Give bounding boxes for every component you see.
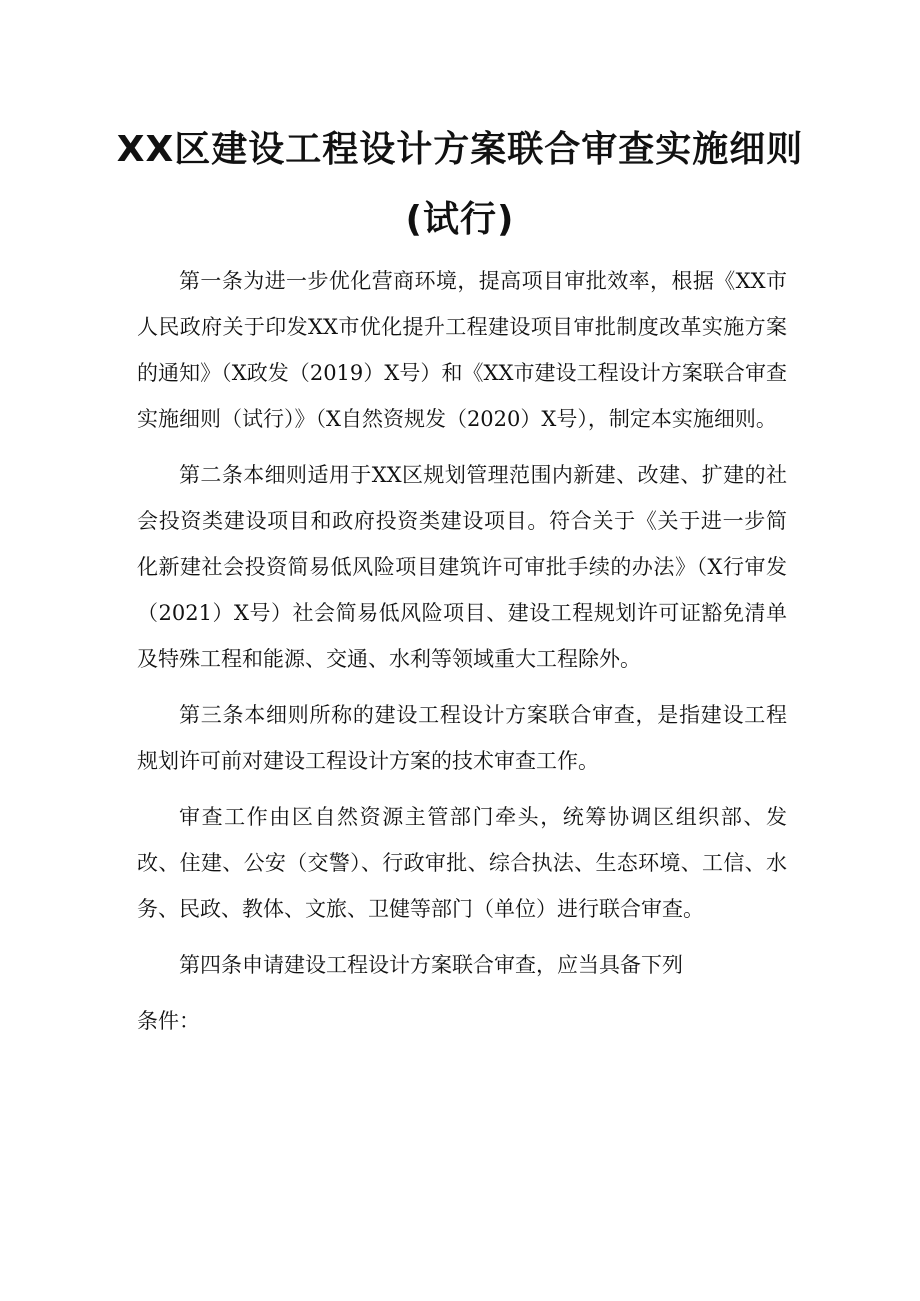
paragraph-article-3: 第三条本细则所称的建设工程设计方案联合审查，是指建设工程规划许可前对建设工程设计方案的技术审查工作。 [137, 703, 787, 773]
document-title: XX区建设工程设计方案联合审查实施细则 [116, 129, 804, 170]
paragraph-article-4: 第四条申请建设工程设计方案联合审查，应当具备下列 [179, 953, 683, 977]
paragraph-article-2: 第二条本细则适用于XX区规划管理范围内新建、改建、扩建的社会投资类建设项目和政府投资类建设项目。符合关于《关于进一步简化新建社会投资简易低风险项目建筑许可审批手续的办法》（X行审发（2021）X号）社会简易低风险项目、建设工程规划许可证豁免清单及特殊工程和能源、交通、水利等领域重大工程除外。 [137, 463, 787, 671]
paragraph-continuation: 条件： [137, 1009, 200, 1033]
paragraph-review-work: 审查工作由区自然资源主管部门牵头，统筹协调区组织部、发改、住建、公安（交警）、行政审批、综合执法、生态环境、工信、水务、民政、教体、文旅、卫健等部门（单位）进行联合审查。 [137, 805, 787, 921]
paragraph-article-1: 第一条为进一步优化营商环境，提高项目审批效率，根据《XX市人民政府关于印发XX市优化提升工程建设项目审批制度改革实施方案的通知》（X政发（2019）X号）和《XX市建设工程设计方案联合审查实施细则（试行）》（X自然资规发（2020）X号），制定本实施细则。 [137, 269, 787, 431]
document-body [137, 258, 787, 1044]
document-subtitle: (试行) [405, 199, 515, 240]
